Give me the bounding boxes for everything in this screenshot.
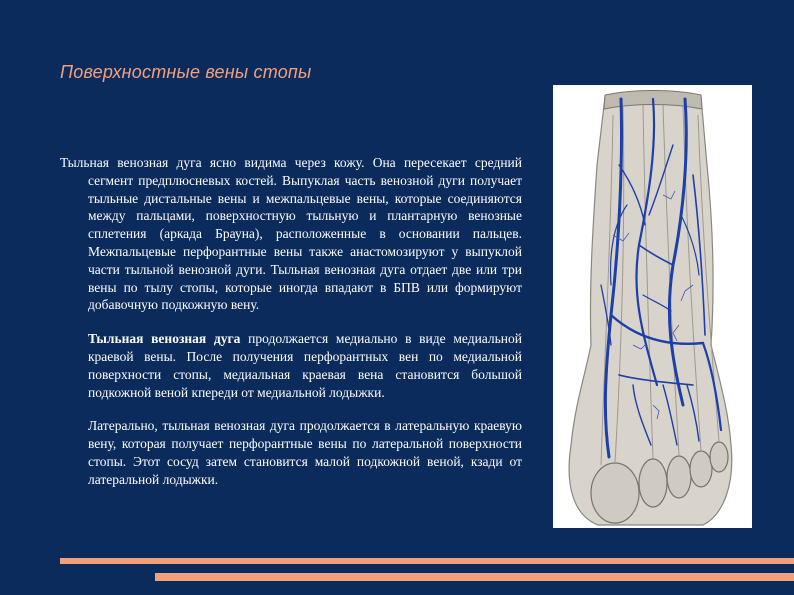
foot-veins-drawing xyxy=(553,85,752,528)
toe-fourth xyxy=(690,451,712,487)
accent-bar-bottom xyxy=(155,573,794,581)
body-text xyxy=(60,154,522,505)
toe-fifth xyxy=(710,442,728,472)
foot-veins-illustration xyxy=(553,85,752,528)
toe-big xyxy=(591,463,639,523)
paragraph-dorsal-arch: Тыльная венозная дуга ясно видима через кожу. Она пересекает средний сегмент предплюсневых костей. Выпуклая часть венозной дуги получает тыльные дистальные вены и межпальцевые вены, которые соединяются между пальцами, поверхностную тыльную и плантарную венозные сплетения (аркада Брауна), расположенные в основании пальцев. Межпальцевые перфорантные вены также анастомозируют у выпуклой части тыльной венозной дуги. Тыльная венозная дуга отдает две или три вены по тылу стопы, которые иногда впадают в БПВ или формируют добавочную подкожную вену. xyxy=(60,155,522,313)
paragraph-medial-text: продолжается медиально в виде медиальной краевой вены. После получения перфорантных вен по медиальной поверхности стопы, медиальная краевая вена становится большой подкожной веной кпереди от медиальной лодыжки. xyxy=(88,331,522,400)
accent-bar-top xyxy=(60,558,794,564)
toe-third xyxy=(667,456,691,498)
paragraph-medial xyxy=(60,330,522,401)
bold-term: Тыльная венозная дуга xyxy=(88,331,241,347)
slide-title: Поверхностные вены стопы xyxy=(60,62,312,82)
toe-second xyxy=(639,459,667,507)
paragraph-lateral: Латерально, тыльная венозная дуга продолжается в латеральную краевую вену, которая получает перфорантные вены по латеральной поверхности стопы. Этот сосуд затем становится малой подкожной веной, кзади от латеральной лодыжки. xyxy=(88,418,522,487)
